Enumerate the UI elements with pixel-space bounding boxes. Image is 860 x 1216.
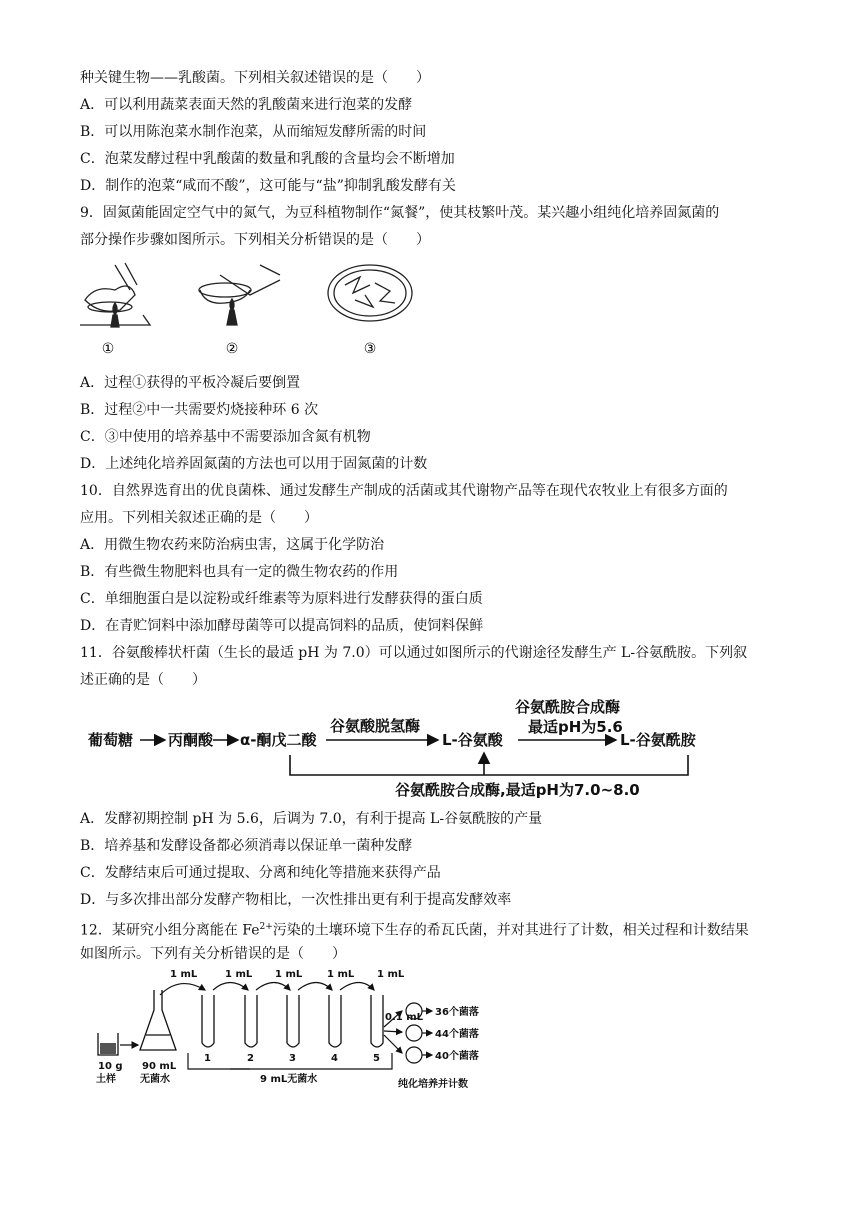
tubes-label: 9 mL无菌水 (260, 1074, 318, 1085)
test-tubes (202, 995, 383, 1047)
colony-count-2: 44个菌落 (435, 1029, 479, 1040)
transfer-label-1: 1 mL (170, 969, 198, 980)
soil-beaker-icon (98, 1033, 138, 1055)
figure-label-3: ③ (363, 341, 377, 357)
enzyme-glutamate-dehydrogenase: 谷氨酸脱氢酶 (330, 717, 421, 735)
q11-pathway-diagram (80, 695, 740, 805)
q12-dilution-figure (80, 965, 520, 1095)
node-glutamine: L-谷氨酰胺 (620, 731, 696, 749)
q9-stem-line2: 部分操作步骤如图所示。下列相关分析错误的是（ ） (80, 232, 430, 248)
q10-option-c: C．单细胞蛋白是以淀粉或纤维素等为原料进行发酵获得的蛋白质 (80, 591, 483, 607)
pathway-arrows (140, 740, 688, 775)
q11-option-b: B．培养基和发酵设备都必须消毒以保证单一菌种发酵 (80, 838, 413, 854)
node-glutamate: L-谷氨酸 (442, 731, 503, 749)
soil-label-mass: 10 g (98, 1061, 123, 1072)
petri-dish-2 (406, 1025, 422, 1041)
q10-option-a: A．用微生物农药来防治病虫害，这属于化学防治 (80, 537, 385, 553)
q9-stem-line1: 9．固氮菌能固定空气中的氮气，为豆科植物制作“氮餐”，使其枝繁叶茂。某兴趣小组纯化培养固氮菌的 (80, 205, 720, 221)
tube-number-1: 1 (204, 1053, 211, 1064)
q8-stem: 种关键生物——乳酸菌。下列相关叙述错误的是（ ） (80, 70, 430, 86)
plating-volume-label: 0.1 mL (385, 1012, 423, 1023)
node-glucose: 葡萄糖 (88, 731, 134, 749)
q11-option-c: C．发酵结束后可通过提取、分离和纯化等措施来获得产品 (80, 865, 441, 881)
q9-option-b: B．过程②中一共需要灼烧接种环 6 次 (80, 402, 319, 418)
q12-stem-line2: 如图所示。下列有关分析错误的是（ ） (80, 946, 346, 962)
q11-stem-line1: 11．谷氨酸棒状杆菌（生长的最适 pH 为 7.0）可以通过如图所示的代谢途径发酵生产 L-谷氨酰胺。下列叙 (80, 645, 748, 661)
streaked-plate-illustration (328, 265, 412, 321)
node-akg: α-酮戊二酸 (240, 731, 317, 749)
colony-count-1: 36个菌落 (435, 1007, 479, 1018)
soil-label-sample: 土样 (96, 1074, 116, 1085)
enzyme-glutamine-synthetase-2: 谷氨酰胺合成酶,最适pH为7.0~8.0 (395, 781, 640, 799)
tube-number-3: 3 (289, 1053, 296, 1064)
flask-label-water: 无菌水 (140, 1074, 170, 1085)
q8-option-a: A．可以利用蔬菜表面天然的乳酸菌来进行泡菜的发酵 (80, 97, 413, 113)
q8-option-d: D．制作的泡菜“咸而不酸”，这可能与“盐”抑制乳酸发酵有关 (80, 178, 456, 194)
flask-icon (140, 990, 176, 1050)
q10-option-d: D．在青贮饲料中添加酵母菌等可以提高饲料的品质，使饲料保鲜 (80, 618, 484, 634)
flask-label-volume: 90 mL (142, 1061, 177, 1072)
petri-dish-3 (406, 1047, 422, 1063)
q9-option-d: D．上述纯化培养固氮菌的方法也可以用于固氮菌的计数 (80, 456, 428, 472)
transfer-arrows (160, 983, 374, 996)
q9-option-a: A．过程①获得的平板冷凝后要倒置 (80, 375, 301, 391)
q9-option-c: C．③中使用的培养基中不需要添加含氮有机物 (80, 429, 371, 445)
tube-number-2: 2 (247, 1053, 254, 1064)
superscript-charge: 2+ (259, 922, 273, 932)
q11-option-d: D．与多次排出部分发酵产物相比，一次性排出更有利于提高发酵效率 (80, 892, 512, 908)
q9-figure (75, 255, 435, 360)
node-pyruvate: 丙酮酸 (168, 731, 214, 749)
inoculation-loop-illustration (199, 265, 280, 325)
transfer-label-2: 1 mL (225, 969, 253, 980)
pouring-plate-illustration (80, 263, 150, 327)
enzyme-glutamine-synthetase-1: 谷氨酰胺合成酶 (515, 698, 621, 716)
tube-number-4: 4 (331, 1053, 338, 1064)
transfer-label-4: 1 mL (327, 969, 355, 980)
bottom-label: 纯化培养并计数 (398, 1079, 468, 1090)
tube-number-5: 5 (373, 1053, 380, 1064)
q10-stem-line1: 10．自然界选育出的优良菌株、通过发酵生产制成的活菌或其代谢物产品等在现代农牧业上有很多方面的 (80, 483, 728, 499)
q10-option-b: B．有些微生物肥料也具有一定的微生物农药的作用 (80, 564, 399, 580)
q10-stem-line2: 应用。下列相关叙述正确的是（ ） (80, 510, 318, 526)
figure-label-2: ② (225, 341, 239, 357)
figure-label-1: ① (101, 341, 115, 357)
transfer-label-3: 1 mL (275, 969, 303, 980)
q8-option-c: C．泡菜发酵过程中乳酸菌的数量和乳酸的含量均会不断增加 (80, 151, 455, 167)
transfer-label-5: 1 mL (377, 969, 405, 980)
colony-count-3: 40个菌落 (435, 1051, 479, 1062)
q11-option-a: A．发酵初期控制 pH 为 5.6，后调为 7.0，有利于提高 L-谷氨酰胺的产量 (80, 811, 543, 827)
q8-option-b: B．可以用陈泡菜水制作泡菜，从而缩短发酵所需的时间 (80, 124, 427, 140)
q12-stem-line1: 12．某研究小组分离能在 $Fe^{2+}$污染的土壤环境下生存的希瓦氏菌，并对其进行了计数，相关过程和计数结果 (80, 922, 749, 939)
enzyme-optimal-ph-56: 最适pH为5.6 (528, 718, 623, 736)
q11-stem-line2: 述正确的是（ ） (80, 672, 206, 688)
